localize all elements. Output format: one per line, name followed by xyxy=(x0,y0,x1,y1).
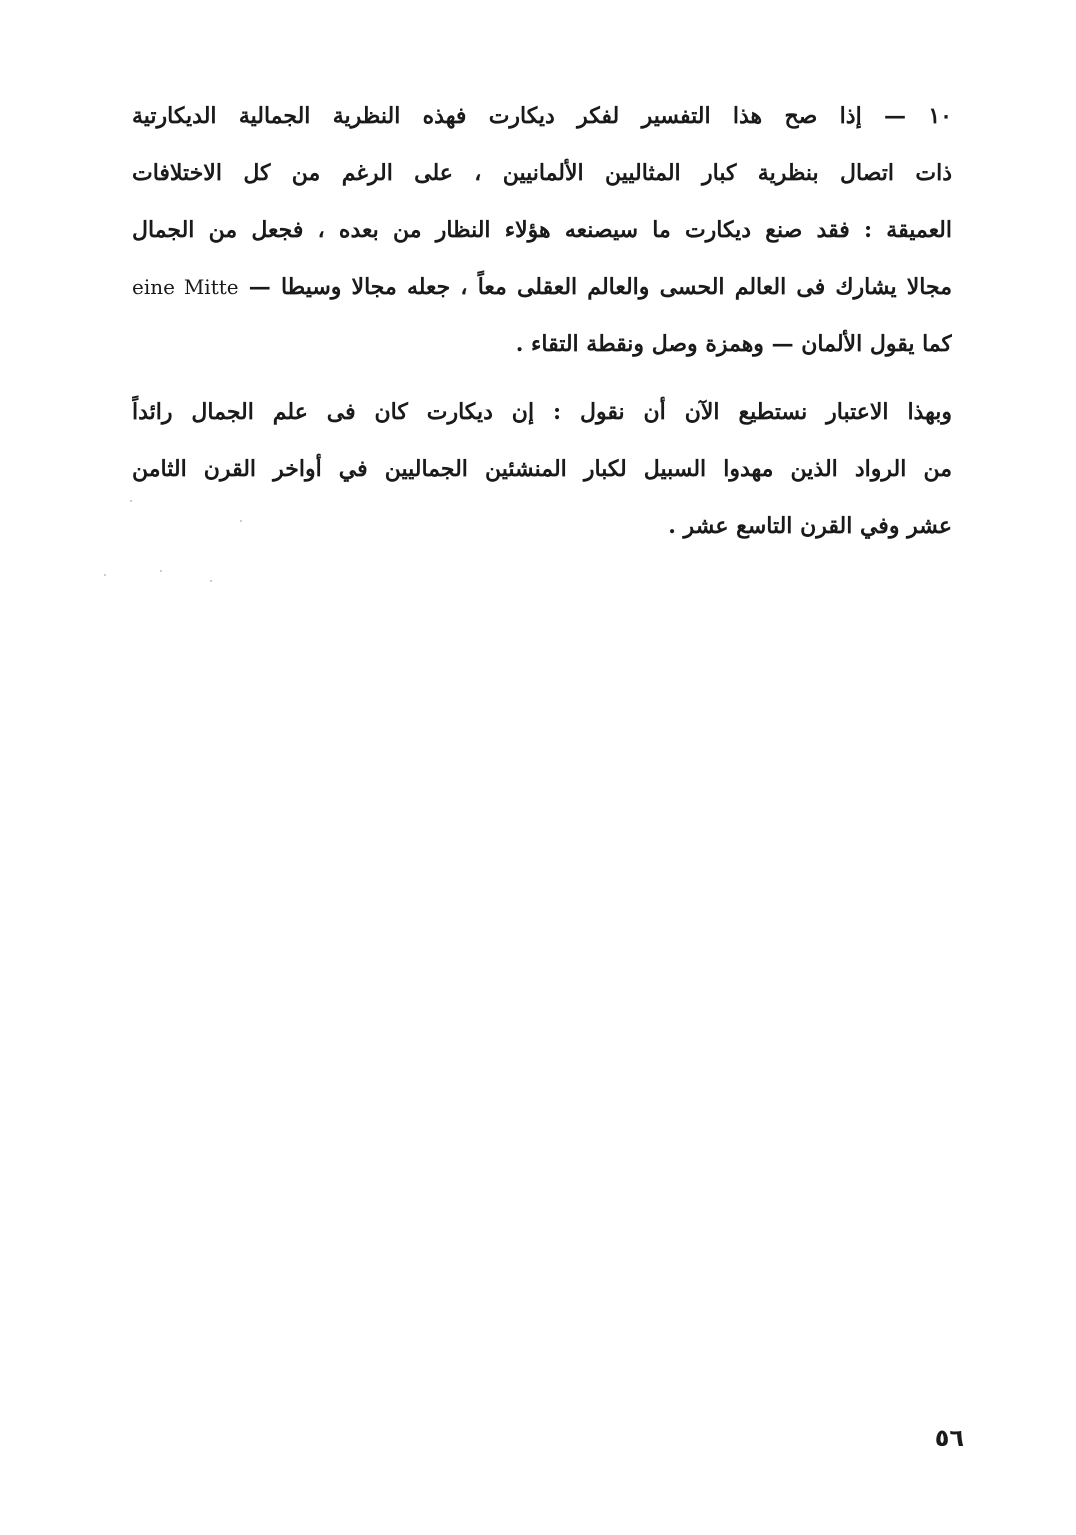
paragraph-1-line-3: العميقة : فقد صنع ديكارت ما سيصنعه هؤلاء النظار من بعده ، فجعل من الجمال xyxy=(132,217,952,243)
page-number: ٥٦ xyxy=(934,1424,964,1452)
paragraph-1-line-5: كما يقول الألمان — وهمزة وصل ونقطة التقاء . xyxy=(515,331,952,357)
paragraph-1 xyxy=(132,88,952,373)
paragraph-2-line-2: من الرواد الذين مهدوا السبيل لكبار المنشئين الجماليين في أواخر القرن الثامن xyxy=(132,456,952,482)
paragraph-1-line-4-arabic: مجالا يشارك فى العالم الحسى والعالم العقلى معاً ، جعله مجالا وسيطا — xyxy=(248,274,952,300)
scan-speck xyxy=(210,580,212,582)
paragraph-2-line-3: عشر وفي القرن التاسع عشر . xyxy=(668,513,952,539)
paragraph-1-line-4 xyxy=(132,259,952,316)
paragraph-2-line-1: وبهذا الاعتبار نستطيع الآن أن نقول : إن ديكارت كان فى علم الجمال رائداً xyxy=(132,399,952,425)
foreign-term: eine Mitte xyxy=(132,275,239,299)
scan-speck xyxy=(130,500,132,502)
scan-speck xyxy=(104,574,106,576)
scan-speck xyxy=(160,570,162,572)
paragraph-1-line-2: ذات اتصال بنظرية كبار المثاليين الألمانيين ، على الرغم من كل الاختلافات xyxy=(132,160,952,186)
paragraph-1-line-1: ١٠ — إذا صح هذا التفسير لفكر ديكارت فهذه النظرية الجمالية الديكارتية xyxy=(132,103,952,129)
scan-speck xyxy=(240,520,242,522)
paragraph-2 xyxy=(132,384,952,555)
